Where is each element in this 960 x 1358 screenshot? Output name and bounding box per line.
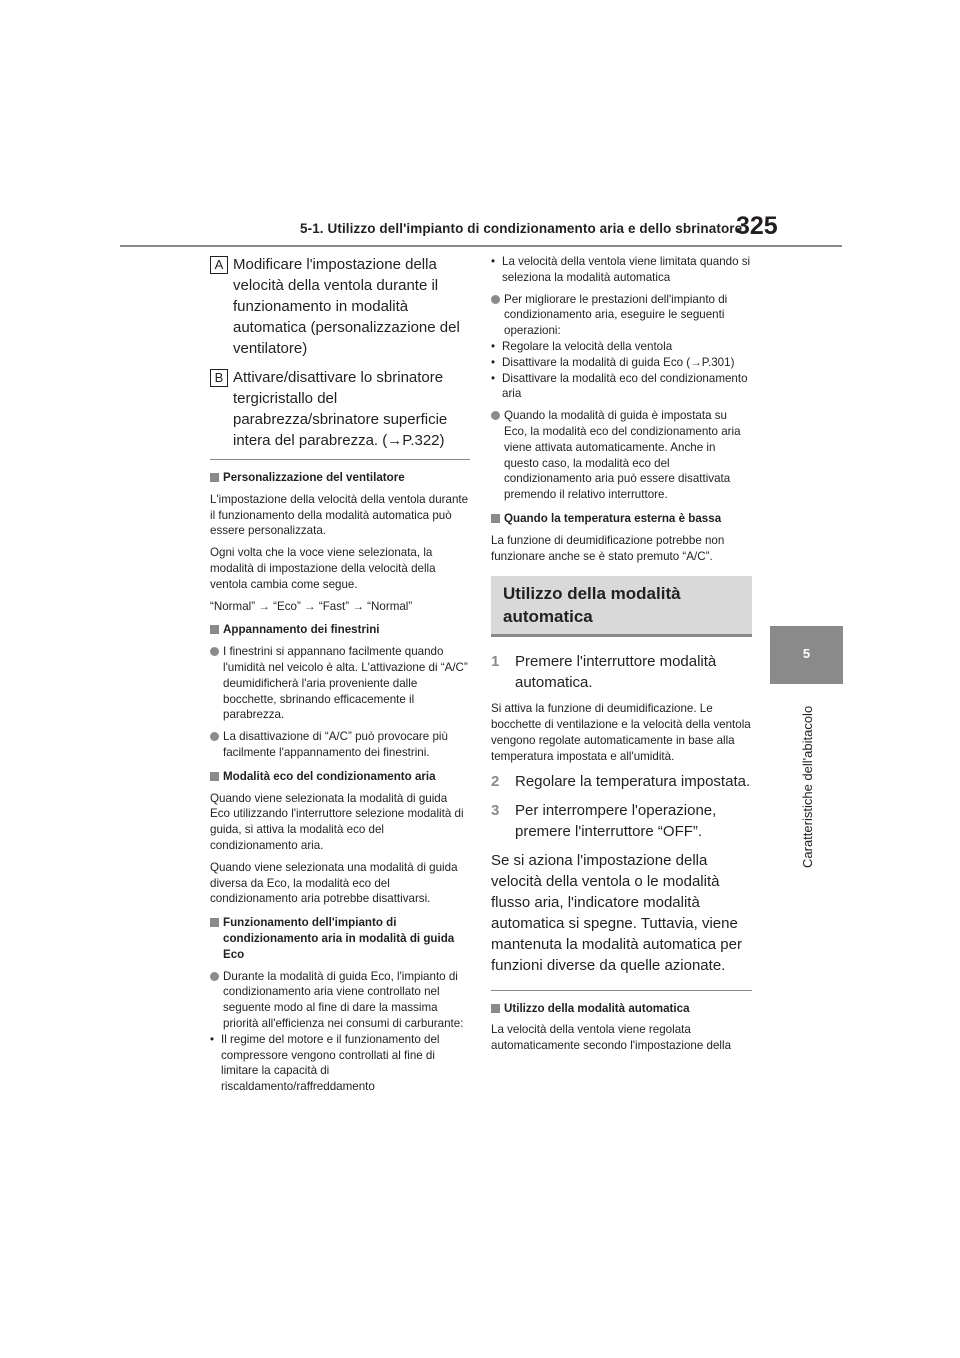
- eco-drive-bullet: Durante la modalità di guida Eco, l'impianto di condizionamento aria viene controllato nel seguente modo al fine di dare la massima priorità all'efficienza nei consumi di carburante:: [210, 969, 470, 1032]
- step-3: [491, 800, 752, 842]
- chapter-label-text: Caratteristiche dell'abitacolo: [800, 705, 815, 868]
- step-3-number: 3: [491, 801, 500, 819]
- step-1-text: Premere l'interruttore modalità automatica.: [515, 653, 717, 692]
- eco-mode-heading: Modalità eco del condizionamento aria: [210, 769, 470, 785]
- chapter-number: 5: [802, 646, 811, 661]
- step-1-number: 1: [491, 653, 500, 671]
- fogging-bullet-1: I finestrini si appannano facilmente quando l'umidità nel veicolo è alta. L'attivazione di “A/C” deumidificherà l'aria proveniente dalle bocchette, sbrinando efficacemente il parabrezza.: [210, 644, 470, 723]
- fogging-bullet-2: La disattivazione di “A/C” può provocare più facilmente l'appannamento dei finestrini.: [210, 729, 470, 761]
- step-2-text: Regolare la temperatura impostata.: [515, 772, 751, 790]
- eco-drive-item-2: • La velocità della ventola viene limitata quando si seleziona la modalità automatica: [491, 254, 752, 286]
- step-2: [491, 771, 752, 792]
- left-column: [210, 254, 470, 1095]
- label-b-box: B: [210, 369, 228, 387]
- auto-usage-heading: Utilizzo della modalità automatica: [491, 1001, 752, 1017]
- fan-customization-p2: Ogni volta che la voce viene selezionata, la modalità di impostazione della velocità della ventola cambia come segue.: [210, 546, 436, 591]
- page-number: 325: [736, 212, 778, 240]
- auto-mode-paragraph: Se si aziona l'impostazione della velocità della ventola o le modalità flusso aria, l'indicatore modalità automatica si spegne. Tuttavia, viene mantenuta la modalità automatica per funzioni diverse da quelle azionate.: [491, 851, 742, 974]
- fogging-heading: Appannamento dei finestrini: [210, 622, 470, 638]
- eco-drive-item-1: • Il regime del motore e il funzionamento del compressore vengono controllati al fine di limitare la capacità di riscaldamento/raffreddamento: [210, 1032, 470, 1095]
- label-row-a: [210, 254, 470, 359]
- step-1-note: Si attiva la funzione di deumidificazione. Le bocchette di ventilazione e la velocità della ventola vengono regolate automaticamente in base alla temperatura impostata e all'umidità.: [491, 702, 751, 763]
- performance-item-3: • Disattivare la modalità eco del condizionamento aria: [491, 371, 752, 403]
- header-divider: [120, 245, 842, 247]
- section-header-title: 5-1. Utilizzo dell'impianto di condizionamento aria e dello sbrinatore: [300, 221, 743, 236]
- divider: [210, 459, 470, 460]
- low-temp-p: La funzione di deumidificazione potrebbe non funzionare anche se è stato premuto “A/C”.: [491, 533, 725, 563]
- fan-customization-sequence: “Normal” → “Eco” → “Fast” → “Normal”: [210, 599, 413, 613]
- label-a-text: Modificare l'impostazione della velocità della ventola durante il funzionamento in modalità automatica (personalizzazione del ventilatore): [233, 256, 460, 357]
- fan-customization-heading: Personalizzazione del ventilatore: [210, 470, 470, 486]
- performance-item-1: • Regolare la velocità della ventola: [491, 339, 752, 355]
- divider-2: [491, 990, 752, 991]
- right-column: [491, 254, 752, 1060]
- chapter-label: [800, 692, 820, 868]
- low-temp-heading: Quando la temperatura esterna è bassa: [491, 511, 752, 527]
- fan-customization-p1: L'impostazione della velocità della ventola durante il funzionamento della modalità automatica può essere personalizzata.: [210, 492, 469, 538]
- chapter-tab: [770, 626, 843, 684]
- label-row-b: [210, 367, 470, 451]
- eco-auto-bullet: Quando la modalità di guida è impostata su Eco, la modalità eco del condizionamento aria viene attivata automaticamente. Anche in questo caso, la modalità eco del condizionamento aria può essere disattivata premendo il relativo interruttore.: [491, 408, 752, 503]
- label-a-box: A: [210, 256, 228, 274]
- eco-mode-p1: Quando viene selezionata la modalità di guida Eco utilizzando l'interruttore selezione modalità di guida, si attiva la modalità eco del condizionamento aria.: [210, 791, 464, 852]
- eco-mode-p2: Quando viene selezionata una modalità di guida diversa da Eco, la modalità eco del condizionamento aria potrebbe disattivarsi.: [210, 860, 458, 906]
- label-b-text: Attivare/disattivare lo sbrinatore tergicristallo del parabrezza/sbrinatore superficie intera del parabrezza. (→P.322): [233, 369, 448, 449]
- eco-drive-heading: Funzionamento dell'impianto di condizionamento aria in modalità di guida Eco: [210, 915, 470, 962]
- auto-usage-p: La velocità della ventola viene regolata automaticamente secondo l'impostazione della: [491, 1023, 732, 1053]
- performance-item-2: • Disattivare la modalità di guida Eco (→P.301): [491, 355, 752, 371]
- step-2-number: 2: [491, 772, 500, 790]
- step-3-text: Per interrompere l'operazione, premere l'interruttore “OFF”.: [515, 801, 717, 840]
- auto-mode-section-title: Utilizzo della modalità automatica: [491, 576, 752, 637]
- performance-bullet: Per migliorare le prestazioni dell'impianto di condizionamento aria, eseguire le seguenti operazioni:: [491, 292, 752, 339]
- step-1: [491, 651, 752, 693]
